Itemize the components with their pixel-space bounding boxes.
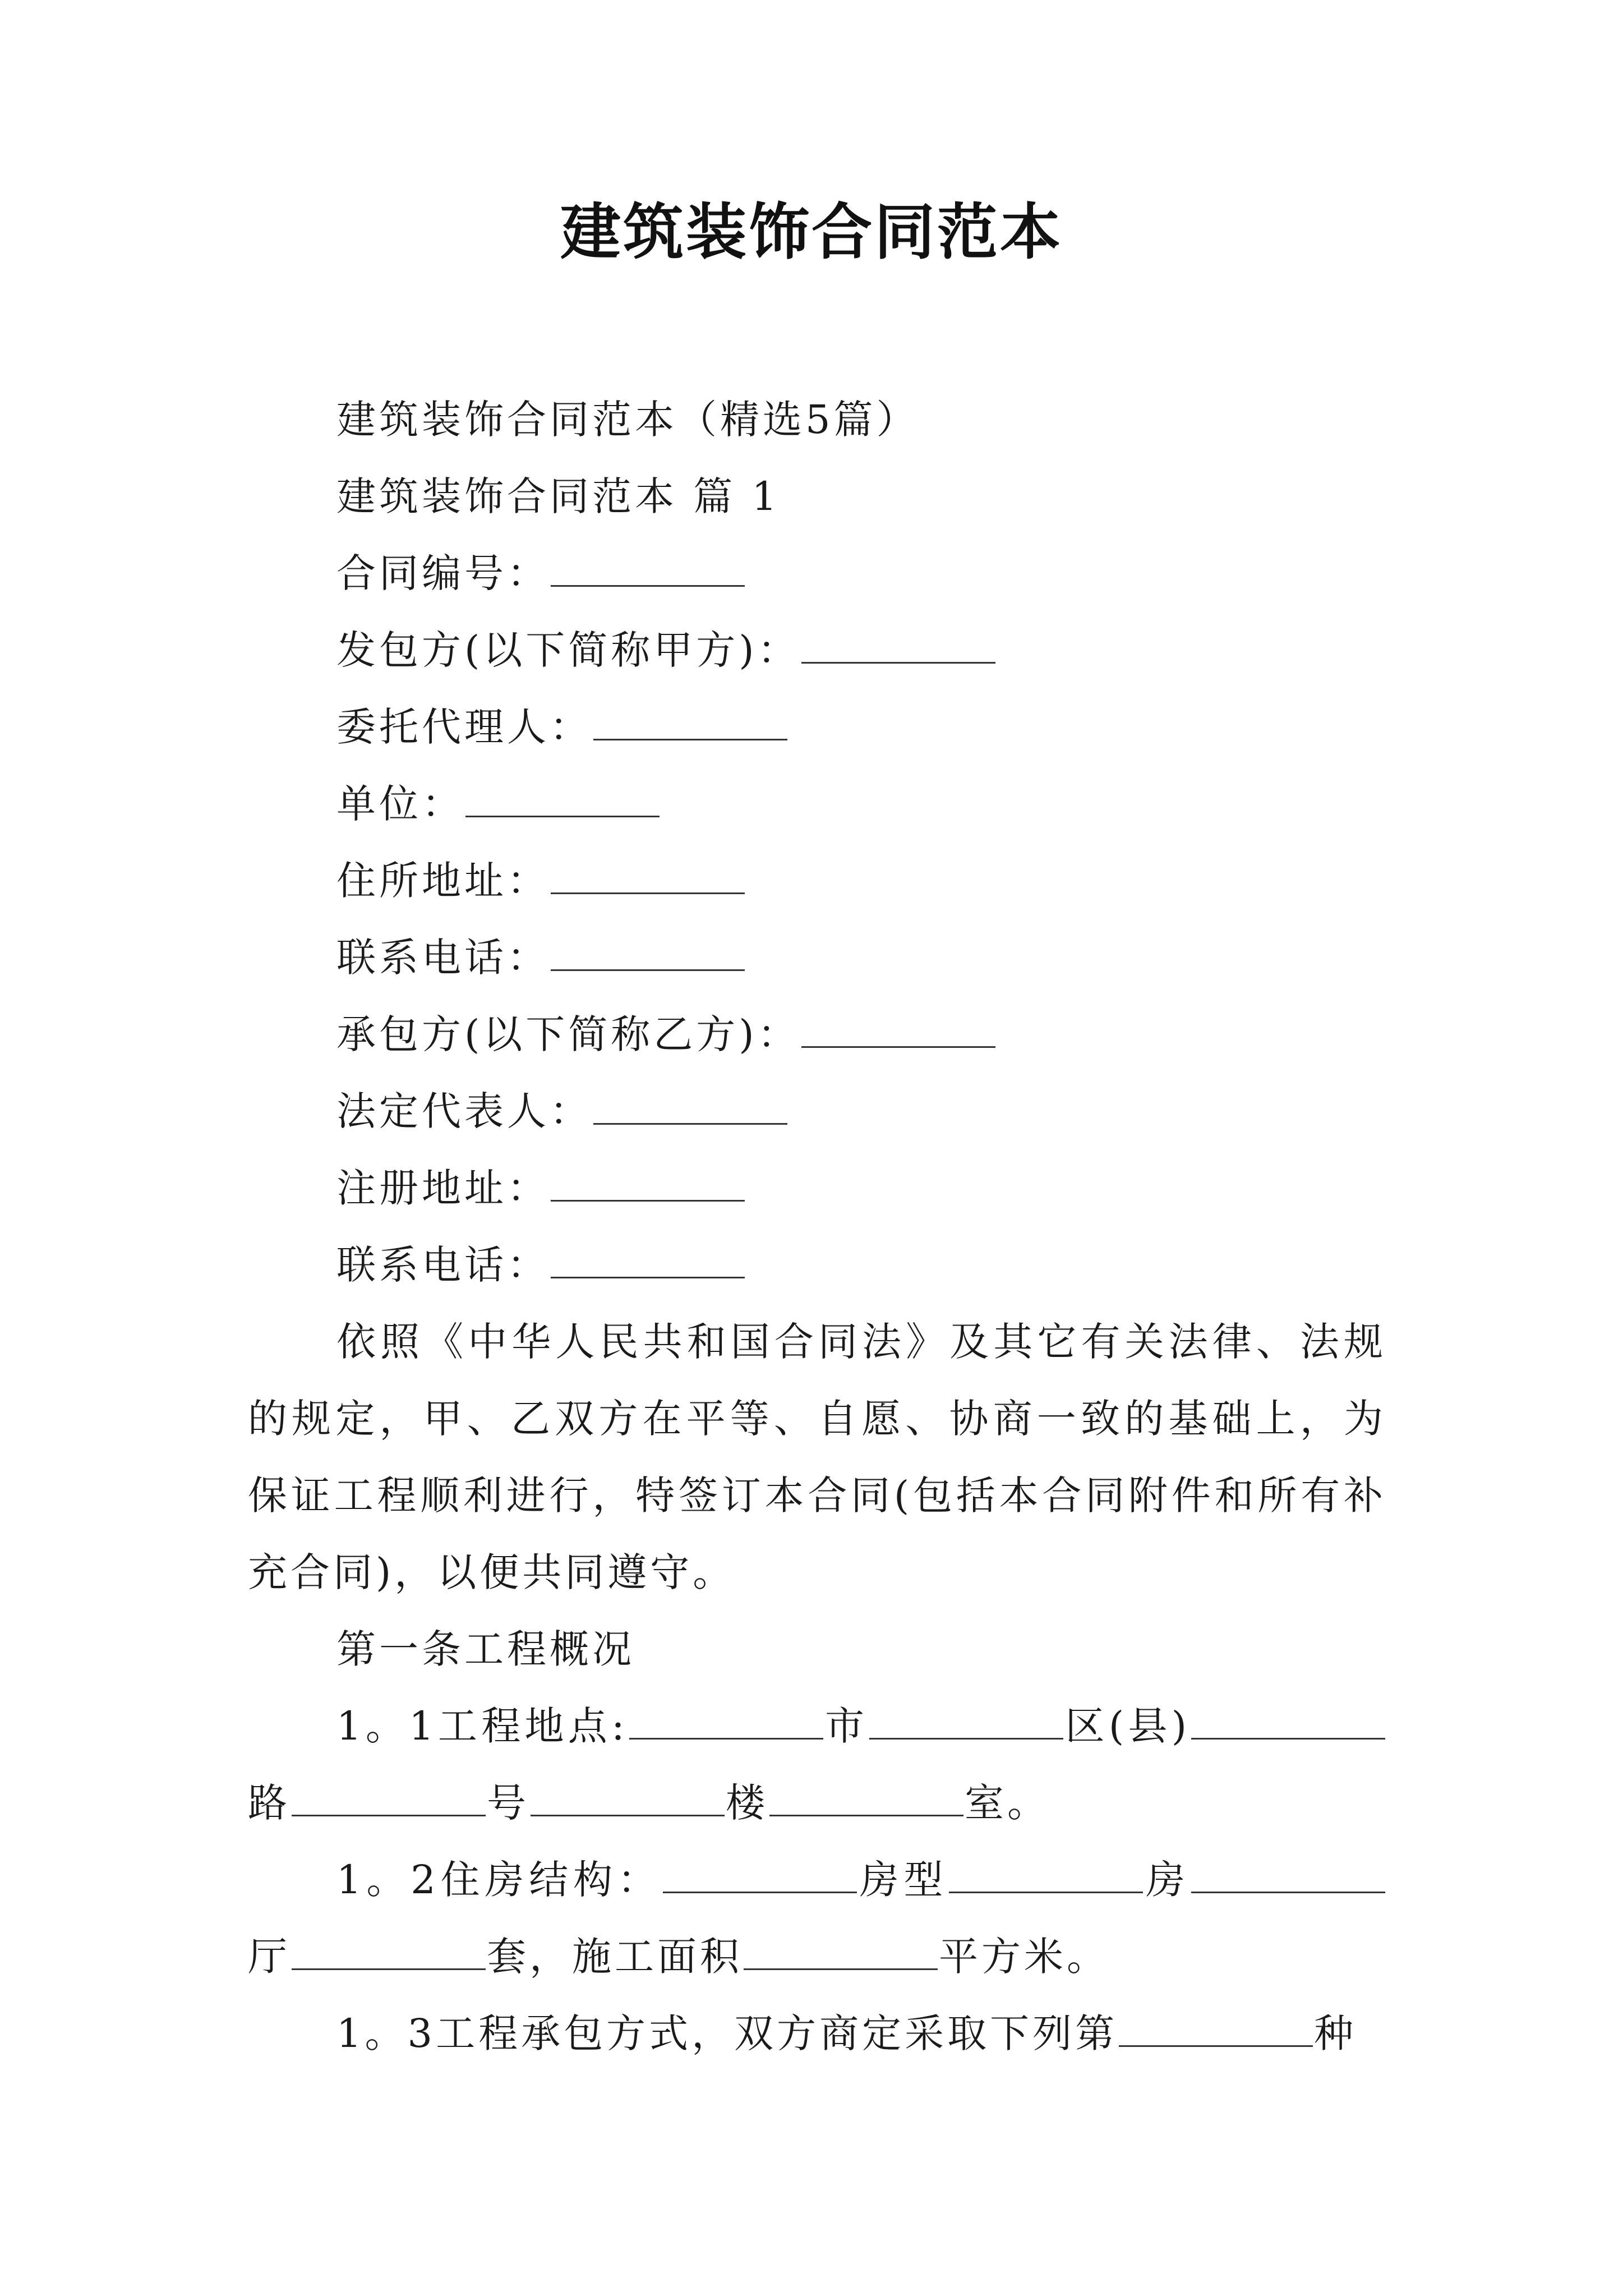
halls-label: 厅 — [248, 1934, 291, 1980]
section-heading: 建筑装饰合同范本 篇 1 — [336, 473, 781, 519]
field-unit — [248, 766, 1386, 843]
document-title: 建筑装饰合同范本 — [560, 197, 1063, 268]
field-contract-no — [248, 535, 1386, 612]
rooms-label: 房 — [1144, 1857, 1191, 1903]
document-body — [248, 381, 1386, 2072]
field-label: 联系电话： — [336, 935, 550, 981]
sets-label: 套，施工面积 — [487, 1934, 743, 1980]
field-legal-rep — [248, 1073, 1386, 1150]
layout-label: 房型 — [857, 1857, 948, 1903]
blank-line — [292, 1934, 486, 1970]
blank-line — [551, 935, 745, 971]
item-1-2 — [248, 1842, 1386, 1995]
blank-line — [531, 1780, 725, 1816]
blank-line — [551, 1165, 745, 1202]
field-label: 发包方(以下简称甲方)： — [336, 627, 800, 673]
field-party-b — [248, 996, 1386, 1073]
field-address — [248, 843, 1386, 919]
field-label: 注册地址： — [336, 1165, 550, 1211]
blank-line — [465, 781, 660, 817]
blank-line — [292, 1780, 486, 1816]
suffix-label: 种 — [1314, 2010, 1357, 2056]
blank-line — [769, 1780, 963, 1816]
field-label: 承包方(以下简称乙方)： — [336, 1011, 800, 1057]
blank-line — [1191, 1703, 1385, 1740]
field-label: 合同编号： — [336, 550, 550, 596]
building-label: 楼 — [726, 1780, 768, 1826]
blank-line — [869, 1703, 1063, 1740]
number-label: 号 — [487, 1780, 529, 1826]
field-label: 委托代理人： — [336, 704, 592, 750]
blank-line — [629, 1703, 823, 1740]
blank-line — [551, 550, 745, 587]
field-party-a — [248, 612, 1386, 689]
item-label: 1。1工程地点: — [336, 1703, 628, 1749]
field-label: 住所地址： — [336, 858, 550, 904]
blank-line — [551, 1242, 745, 1278]
blank-line — [1119, 2010, 1313, 2047]
unit-label: 平方米。 — [939, 1934, 1109, 1980]
field-label: 法定代表人： — [336, 1088, 592, 1134]
city-label: 市 — [824, 1703, 869, 1749]
blank-line — [949, 1857, 1143, 1893]
blank-line — [801, 627, 995, 664]
blank-line — [1191, 1857, 1385, 1893]
blank-line — [593, 1088, 787, 1125]
field-label: 联系电话： — [336, 1242, 550, 1288]
article-1-title: 第一条工程概况 — [336, 1626, 635, 1672]
blank-line — [663, 1857, 857, 1893]
field-phone-a — [248, 919, 1386, 996]
field-agent — [248, 689, 1386, 766]
blank-line — [801, 1011, 995, 1048]
field-label: 单位： — [336, 781, 464, 827]
subtitle: 建筑装饰合同范本（精选5篇） — [336, 397, 919, 443]
field-phone-b — [248, 1227, 1386, 1304]
field-reg-address — [248, 1150, 1386, 1227]
road-label: 路 — [248, 1780, 291, 1826]
room-label: 室。 — [965, 1780, 1050, 1826]
item-1-1 — [248, 1688, 1386, 1842]
blank-line — [593, 704, 787, 740]
district-label: 区(县) — [1064, 1703, 1191, 1749]
item-label: 1。3工程承包方式，双方商定采取下列第 — [336, 2010, 1118, 2056]
blank-line — [551, 858, 745, 894]
blank-line — [744, 1934, 938, 1970]
intro-paragraph: 依照《中华人民共和国合同法》及其它有关法律、法规的规定，甲、乙双方在平等、自愿、协商一致的基础上，为保证工程顺利进行，特签订本合同(包括本合同附件和所有补充合同)，以便共同遵守。 — [248, 1319, 1386, 1595]
item-label: 1。2住房结构： — [336, 1857, 662, 1903]
item-1-3 — [248, 1995, 1386, 2072]
